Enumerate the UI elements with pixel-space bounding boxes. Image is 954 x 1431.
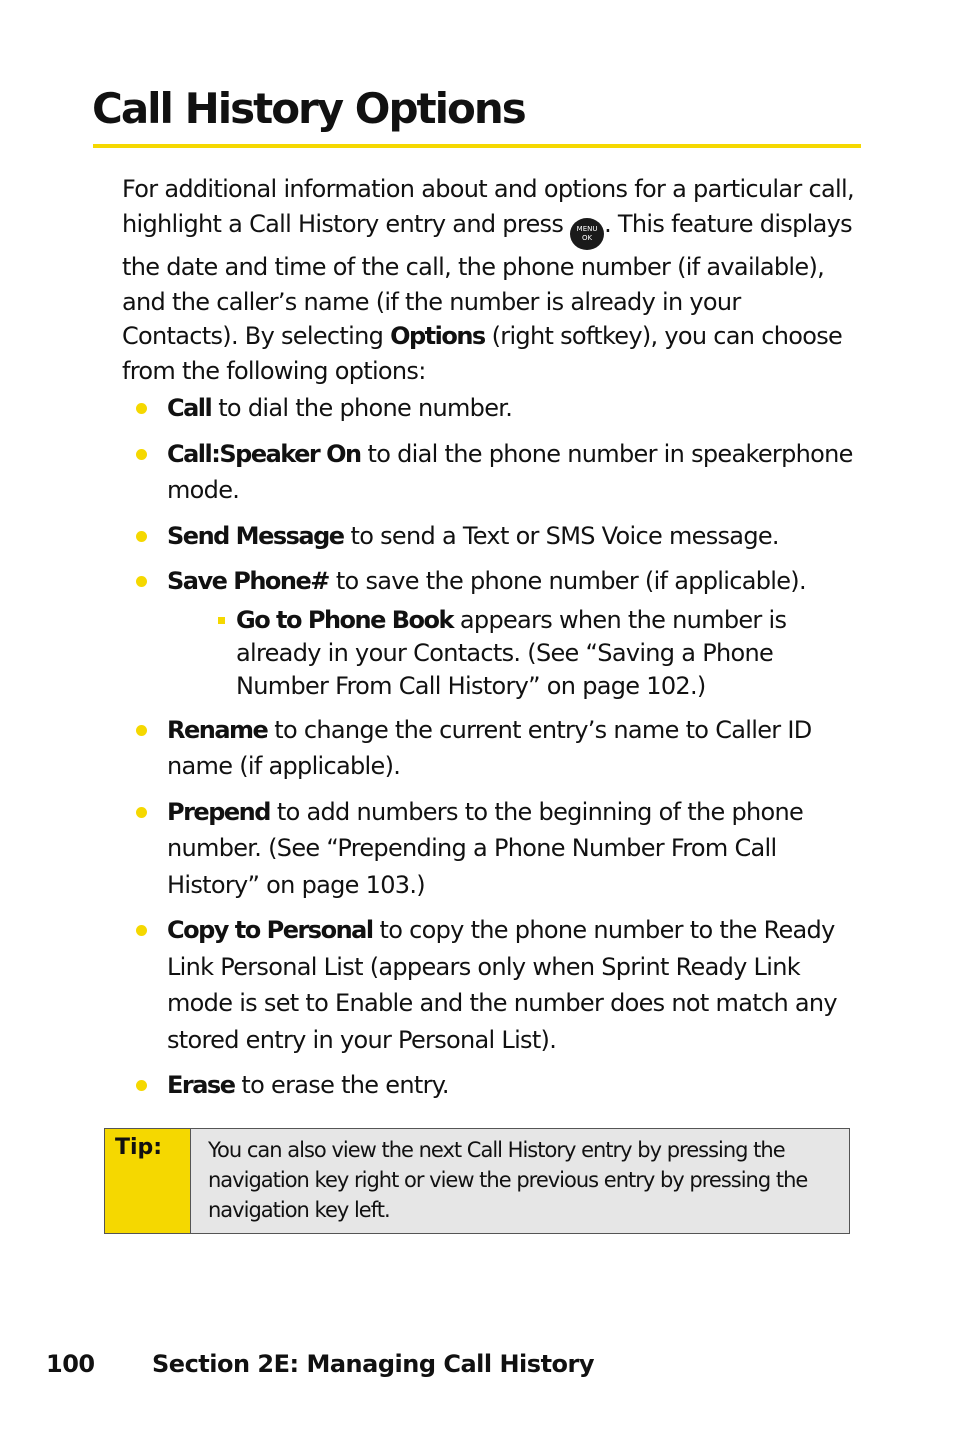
intro-text-3: (right softkey), you can choose from the following options:	[122, 322, 843, 386]
list-item: Rename to change the current entry’s name to Caller ID name (if applicable).	[122, 712, 862, 785]
menu-ok-key-icon: MENU OK	[570, 218, 604, 250]
tip-box	[104, 1128, 850, 1234]
intro-text-1: For additional information about and options for a particular call, highlight a Call History entry and press	[122, 175, 854, 238]
list-item: Call to dial the phone number.	[122, 390, 862, 427]
list-item: Erase to erase the entry.	[122, 1067, 862, 1104]
tip-label: Tip:	[105, 1129, 191, 1233]
list-item: Prepend to add numbers to the beginning of the phone number. (See “Prepending a Phone Number From Call History” on page 103.)	[122, 794, 862, 904]
bullet-icon	[136, 403, 147, 414]
intro-text-2: . This feature displays the date and time of the call, the phone number (if available), and the caller’s name (if the number is already in your Contacts). By selecting	[122, 209, 852, 351]
options-list	[122, 390, 862, 1113]
list-item: Save Phone# to save the phone number (if applicable). Go to Phone Book appears when the number is already in your Contacts. (See “Saving a Phone Number From Call History” on page 102.)	[122, 563, 862, 703]
page-number: 100	[46, 1350, 95, 1378]
bullet-icon	[136, 1080, 147, 1091]
page-footer	[46, 1350, 594, 1378]
sub-list-item: Go to Phone Book appears when the number is already in your Contacts. (See “Saving a Phone Number From Call History” on page 102.)	[212, 604, 862, 703]
options-term: Options	[390, 322, 485, 351]
bullet-icon	[136, 725, 147, 736]
title-rule	[93, 144, 861, 148]
tip-text: You can also view the next Call History entry by pressing the navigation key right or view the previous entry by pressing the navigation key left.	[191, 1129, 849, 1233]
intro-paragraph	[122, 172, 860, 389]
bullet-icon	[136, 925, 147, 936]
square-bullet-icon	[218, 617, 225, 624]
bullet-icon	[136, 531, 147, 542]
section-title: Section 2E: Managing Call History	[152, 1350, 595, 1378]
list-item: Copy to Personal to copy the phone number to the Ready Link Personal List (appears only when Sprint Ready Link mode is set to Enable and the number does not match any stored entry in your Personal List).	[122, 912, 862, 1058]
sub-list	[167, 604, 862, 703]
list-item: Call:Speaker On to dial the phone number in speakerphone mode.	[122, 436, 862, 509]
list-item: Send Message to send a Text or SMS Voice message.	[122, 518, 862, 555]
page-title: Call History Options	[92, 84, 525, 133]
bullet-icon	[136, 576, 147, 587]
bullet-icon	[136, 807, 147, 818]
bullet-icon	[136, 449, 147, 460]
